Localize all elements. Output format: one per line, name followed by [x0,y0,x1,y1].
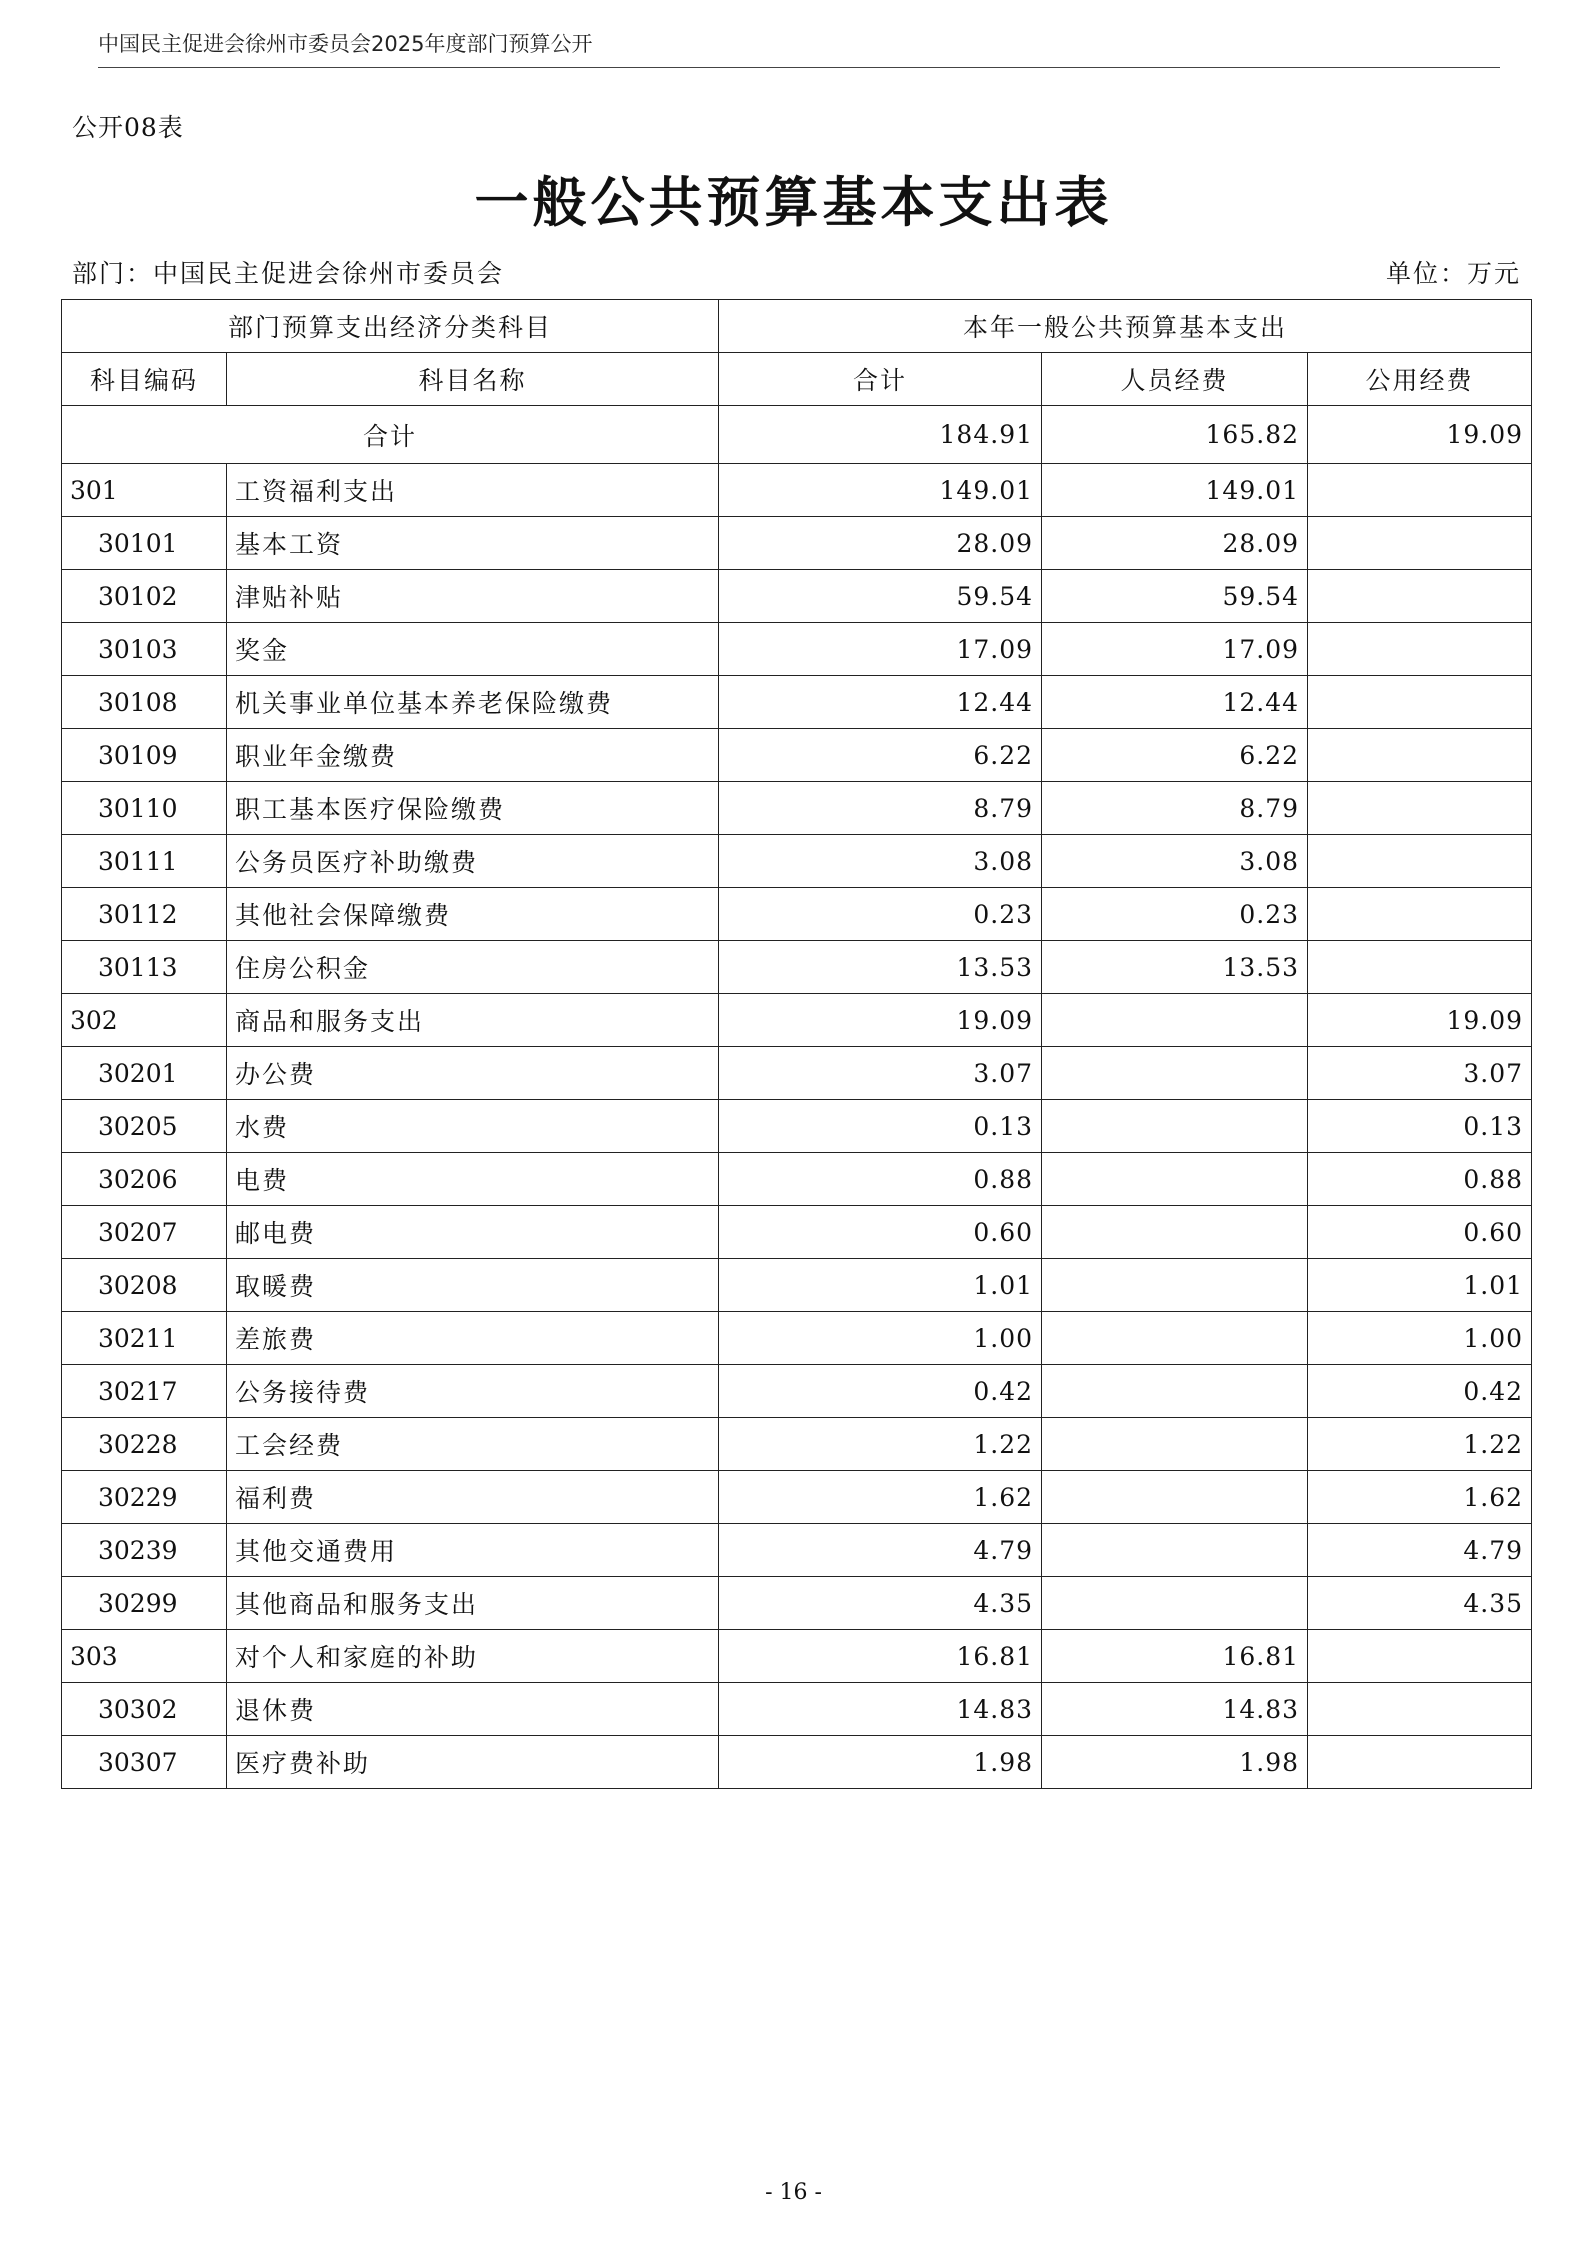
table-row [62,941,1532,994]
row-name: 其他社会保障缴费 [227,888,719,941]
row-public: 0.60 [1308,1206,1532,1259]
row-name: 公务接待费 [227,1365,719,1418]
budget-table [61,299,1532,1789]
unit-label: 单位：万元 [1385,259,1521,288]
table-row [62,1683,1532,1736]
table-row [62,1153,1532,1206]
row-name: 其他交通费用 [227,1524,719,1577]
header-rule [98,67,1500,68]
column-header-personnel: 人员经费 [1042,353,1308,406]
row-personnel [1042,1524,1308,1577]
table-row [62,1100,1532,1153]
row-total: 6.22 [719,729,1042,782]
row-personnel [1042,1471,1308,1524]
row-name: 差旅费 [227,1312,719,1365]
row-code: 30299 [62,1577,227,1630]
table-row [62,1259,1532,1312]
row-name: 津贴补贴 [227,570,719,623]
row-total: 19.09 [719,994,1042,1047]
table-row [62,1736,1532,1789]
total-label: 合计 [62,406,719,464]
table-row [62,729,1532,782]
row-public: 19.09 [1308,994,1532,1047]
table-row [62,835,1532,888]
table-row [62,888,1532,941]
running-header: 中国民主促进会徐州市委员会2025年度部门预算公开 [98,32,593,56]
row-personnel [1042,1100,1308,1153]
row-code: 30103 [62,623,227,676]
row-personnel: 3.08 [1042,835,1308,888]
total-row [62,406,1532,464]
row-code: 30228 [62,1418,227,1471]
row-name: 取暖费 [227,1259,719,1312]
column-header-total: 合计 [719,353,1042,406]
row-public [1308,782,1532,835]
row-personnel [1042,1365,1308,1418]
row-total: 1.22 [719,1418,1042,1471]
column-header-code: 科目编码 [62,353,227,406]
table-row [62,1047,1532,1100]
table-row [62,994,1532,1047]
row-total: 0.42 [719,1365,1042,1418]
row-name: 邮电费 [227,1206,719,1259]
row-code: 30111 [62,835,227,888]
row-personnel: 59.54 [1042,570,1308,623]
row-name: 对个人和家庭的补助 [227,1630,719,1683]
row-public [1308,623,1532,676]
row-code: 303 [62,1630,227,1683]
row-personnel [1042,1047,1308,1100]
row-code: 30110 [62,782,227,835]
row-total: 0.23 [719,888,1042,941]
row-total: 12.44 [719,676,1042,729]
row-total: 17.09 [719,623,1042,676]
row-total: 3.07 [719,1047,1042,1100]
row-personnel: 0.23 [1042,888,1308,941]
table-row [62,464,1532,517]
row-total: 4.35 [719,1577,1042,1630]
row-code: 302 [62,994,227,1047]
row-name: 工资福利支出 [227,464,719,517]
row-public [1308,888,1532,941]
table-row [62,1630,1532,1683]
table-row [62,676,1532,729]
row-public [1308,1630,1532,1683]
row-personnel: 149.01 [1042,464,1308,517]
row-code: 301 [62,464,227,517]
row-name: 奖金 [227,623,719,676]
row-code: 30109 [62,729,227,782]
row-name: 办公费 [227,1047,719,1100]
row-total: 4.79 [719,1524,1042,1577]
row-total: 0.60 [719,1206,1042,1259]
row-name: 职业年金缴费 [227,729,719,782]
row-personnel [1042,994,1308,1047]
page-number: - 16 - [765,2180,822,2205]
row-total: 16.81 [719,1630,1042,1683]
table-row [62,1577,1532,1630]
department-label: 部门：中国民主促进会徐州市委员会 [72,259,505,288]
row-public: 4.35 [1308,1577,1532,1630]
row-code: 30108 [62,676,227,729]
row-personnel: 14.83 [1042,1683,1308,1736]
table-row [62,1365,1532,1418]
row-name: 职工基本医疗保险缴费 [227,782,719,835]
row-public: 1.01 [1308,1259,1532,1312]
row-name: 其他商品和服务支出 [227,1577,719,1630]
row-public: 1.22 [1308,1418,1532,1471]
row-public: 0.88 [1308,1153,1532,1206]
row-code: 30113 [62,941,227,994]
row-total: 1.98 [719,1736,1042,1789]
row-total: 1.00 [719,1312,1042,1365]
row-personnel [1042,1418,1308,1471]
table-row [62,623,1532,676]
row-name: 公务员医疗补助缴费 [227,835,719,888]
row-code: 30208 [62,1259,227,1312]
table-row [62,1312,1532,1365]
row-public [1308,729,1532,782]
row-name: 商品和服务支出 [227,994,719,1047]
row-personnel: 17.09 [1042,623,1308,676]
row-total: 149.01 [719,464,1042,517]
row-name: 水费 [227,1100,719,1153]
row-total: 0.88 [719,1153,1042,1206]
row-code: 30201 [62,1047,227,1100]
row-public: 1.00 [1308,1312,1532,1365]
row-personnel [1042,1577,1308,1630]
row-total: 1.01 [719,1259,1042,1312]
row-code: 30229 [62,1471,227,1524]
row-total: 8.79 [719,782,1042,835]
row-code: 30205 [62,1100,227,1153]
row-public: 0.42 [1308,1365,1532,1418]
row-personnel [1042,1259,1308,1312]
row-public [1308,517,1532,570]
column-header-name: 科目名称 [227,353,719,406]
row-code: 30217 [62,1365,227,1418]
table-row [62,1471,1532,1524]
row-public [1308,1736,1532,1789]
row-name: 退休费 [227,1683,719,1736]
row-public [1308,464,1532,517]
row-public [1308,676,1532,729]
table-row [62,1206,1532,1259]
row-personnel: 16.81 [1042,1630,1308,1683]
column-header-row [62,353,1532,406]
row-public [1308,570,1532,623]
total-personnel-value: 165.82 [1042,406,1308,464]
row-personnel: 6.22 [1042,729,1308,782]
row-total: 0.13 [719,1100,1042,1153]
row-total: 59.54 [719,570,1042,623]
row-personnel: 8.79 [1042,782,1308,835]
row-public [1308,835,1532,888]
row-public: 4.79 [1308,1524,1532,1577]
row-code: 30207 [62,1206,227,1259]
row-code: 30206 [62,1153,227,1206]
row-personnel [1042,1312,1308,1365]
row-total: 3.08 [719,835,1042,888]
row-code: 30102 [62,570,227,623]
table-row [62,1524,1532,1577]
row-name: 住房公积金 [227,941,719,994]
column-header-public: 公用经费 [1308,353,1532,406]
row-total: 13.53 [719,941,1042,994]
row-code: 30307 [62,1736,227,1789]
row-public: 1.62 [1308,1471,1532,1524]
row-personnel: 12.44 [1042,676,1308,729]
row-code: 30112 [62,888,227,941]
row-total: 28.09 [719,517,1042,570]
row-code: 30302 [62,1683,227,1736]
row-personnel: 13.53 [1042,941,1308,994]
row-name: 基本工资 [227,517,719,570]
row-total: 14.83 [719,1683,1042,1736]
page-title: 一般公共预算基本支出表 [474,170,1113,234]
row-name: 工会经费 [227,1418,719,1471]
total-public-value: 19.09 [1308,406,1532,464]
row-public [1308,941,1532,994]
table-row [62,782,1532,835]
row-code: 30211 [62,1312,227,1365]
row-name: 医疗费补助 [227,1736,719,1789]
group-header-row [62,300,1532,353]
row-personnel [1042,1153,1308,1206]
total-value: 184.91 [719,406,1042,464]
row-public [1308,1683,1532,1736]
table-row [62,570,1532,623]
row-public: 3.07 [1308,1047,1532,1100]
row-name: 机关事业单位基本养老保险缴费 [227,676,719,729]
row-personnel [1042,1206,1308,1259]
group-header-left: 部门预算支出经济分类科目 [62,300,719,353]
table-row [62,1418,1532,1471]
row-code: 30239 [62,1524,227,1577]
row-name: 福利费 [227,1471,719,1524]
group-header-right: 本年一般公共预算基本支出 [719,300,1532,353]
table-row [62,517,1532,570]
table-number: 公开08表 [72,113,184,142]
row-personnel: 28.09 [1042,517,1308,570]
row-total: 1.62 [719,1471,1042,1524]
row-public: 0.13 [1308,1100,1532,1153]
row-personnel: 1.98 [1042,1736,1308,1789]
row-code: 30101 [62,517,227,570]
row-name: 电费 [227,1153,719,1206]
